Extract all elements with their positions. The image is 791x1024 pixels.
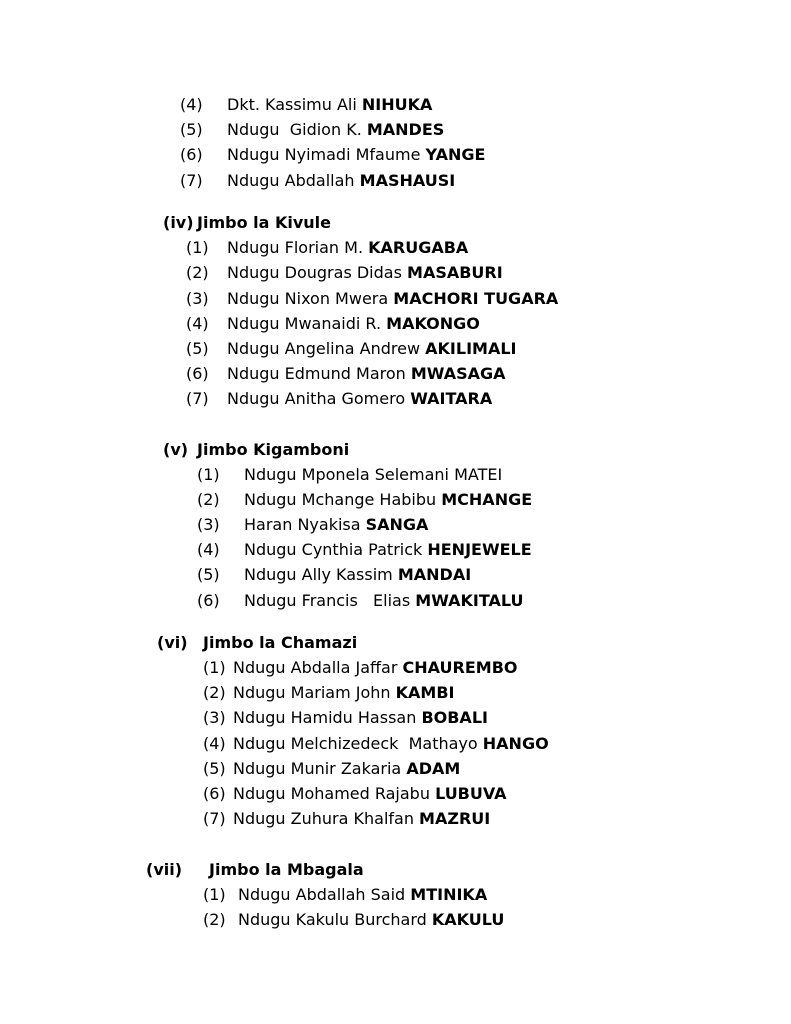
- item-number: (6): [197, 591, 220, 610]
- section-title: Jimbo la Mbagala: [209, 860, 364, 879]
- list-item: [244, 515, 428, 535]
- list-item: [233, 683, 455, 703]
- surname: MAKONGO: [386, 314, 480, 333]
- section-roman: (vi): [157, 633, 188, 652]
- given-name: Ndugu Cynthia Patrick: [244, 540, 428, 559]
- item-number: (5): [203, 759, 226, 778]
- given-name: Ndugu Ally Kassim: [244, 565, 398, 584]
- section-roman: (v): [163, 440, 189, 459]
- item-number: (1): [203, 658, 226, 677]
- list-item: [244, 490, 532, 510]
- item-number: (5): [186, 339, 209, 358]
- surname: MAZRUI: [419, 809, 491, 828]
- item-number: (7): [186, 389, 209, 408]
- surname: AKILIMALI: [425, 339, 517, 358]
- item-number: (5): [197, 565, 220, 584]
- given-name: Ndugu Edmund Maron: [227, 364, 411, 383]
- given-name: Ndugu Mchange Habibu: [244, 490, 442, 509]
- given-name: Ndugu Mariam John: [233, 683, 396, 702]
- surname: MANDAI: [397, 565, 472, 584]
- given-name: Ndugu Francis Elias: [244, 591, 416, 610]
- given-name: Ndugu Angelina Andrew: [227, 339, 426, 358]
- list-item: [238, 910, 504, 930]
- surname: BOBALI: [421, 708, 488, 727]
- given-name: Ndugu Mwanaidi R.: [227, 314, 387, 333]
- list-item: [227, 314, 480, 334]
- given-name: Ndugu Dougras Didas: [227, 263, 408, 282]
- item-number: (4): [203, 734, 226, 753]
- list-item: [227, 364, 506, 384]
- item-number: (1): [186, 238, 209, 257]
- given-name: Ndugu Anitha Gomero: [227, 389, 411, 408]
- list-item: [227, 95, 432, 115]
- given-name: Ndugu Gidion K.: [227, 120, 367, 139]
- surname: MASHAUSI: [359, 171, 456, 190]
- surname: ADAM: [406, 759, 461, 778]
- surname: SANGA: [365, 515, 429, 534]
- surname: NIHUKA: [361, 95, 433, 114]
- item-number: (2): [197, 490, 220, 509]
- list-item: [244, 591, 524, 611]
- list-item: [244, 465, 502, 485]
- surname: CHAUREMBO: [402, 658, 518, 677]
- surname: MTINIKA: [410, 885, 488, 904]
- list-item: [227, 263, 503, 283]
- list-item: [233, 734, 549, 754]
- item-number: (4): [197, 540, 220, 559]
- given-name: Ndugu Hamidu Hassan: [233, 708, 422, 727]
- list-item: [227, 171, 455, 191]
- list-item: [233, 759, 460, 779]
- list-item: [227, 389, 492, 409]
- given-name: Ndugu Nixon Mwera: [227, 289, 394, 308]
- given-name: Ndugu Abdalla Jaffar: [233, 658, 403, 677]
- given-name: Ndugu Nyimadi Mfaume: [227, 145, 426, 164]
- surname: LUBUVA: [435, 784, 507, 803]
- section-title: Jimbo la Chamazi: [203, 633, 358, 652]
- item-number: (2): [203, 910, 226, 929]
- given-name: Ndugu Kakulu Burchard: [238, 910, 432, 929]
- item-number: (2): [186, 263, 209, 282]
- list-item: [244, 540, 532, 560]
- item-number: (4): [186, 314, 209, 333]
- item-number: (2): [203, 683, 226, 702]
- item-number: (1): [197, 465, 220, 484]
- list-item: [227, 289, 558, 309]
- section-roman: (iv): [163, 213, 194, 232]
- list-item: [233, 809, 490, 829]
- surname: MWAKITALU: [415, 591, 524, 610]
- item-number: (7): [180, 171, 203, 190]
- item-number: (1): [203, 885, 226, 904]
- item-number: (5): [180, 120, 203, 139]
- item-number: (6): [203, 784, 226, 803]
- item-number: (4): [180, 95, 203, 114]
- given-name: Ndugu Zuhura Khalfan: [233, 809, 420, 828]
- list-item: [227, 120, 444, 140]
- item-number: (3): [186, 289, 209, 308]
- surname: MWASAGA: [410, 364, 506, 383]
- given-name: Dkt. Kassimu Ali: [227, 95, 362, 114]
- section-title: Jimbo la Kivule: [197, 213, 332, 232]
- item-number: (6): [186, 364, 209, 383]
- given-name: Haran Nyakisa: [244, 515, 366, 534]
- surname: MCHANGE: [441, 490, 533, 509]
- list-item: [233, 658, 518, 678]
- given-name: Ndugu Abdallah: [227, 171, 360, 190]
- surname: KAMBI: [395, 683, 455, 702]
- given-name: Ndugu Abdallah Said: [238, 885, 411, 904]
- item-number: (6): [180, 145, 203, 164]
- list-item: [238, 885, 487, 905]
- surname: HANGO: [482, 734, 549, 753]
- surname: MACHORI TUGARA: [393, 289, 559, 308]
- surname: KARUGABA: [368, 238, 469, 257]
- surname: WAITARA: [410, 389, 493, 408]
- list-item: [244, 565, 471, 585]
- section-roman: (vii): [146, 860, 183, 879]
- item-number: (7): [203, 809, 226, 828]
- surname: KAKULU: [431, 910, 505, 929]
- given-name: Ndugu Mponela Selemani MATEI: [244, 465, 503, 484]
- list-item: [227, 145, 485, 165]
- list-item: [233, 708, 488, 728]
- given-name: Ndugu Florian M.: [227, 238, 369, 257]
- item-number: (3): [203, 708, 226, 727]
- list-item: [227, 238, 468, 258]
- item-number: (3): [197, 515, 220, 534]
- list-item: [227, 339, 516, 359]
- given-name: Ndugu Munir Zakaria: [233, 759, 407, 778]
- list-item: [233, 784, 507, 804]
- given-name: Ndugu Melchizedeck Mathayo: [233, 734, 483, 753]
- surname: YANGE: [425, 145, 486, 164]
- surname: MANDES: [366, 120, 445, 139]
- surname: MASABURI: [407, 263, 503, 282]
- section-title: Jimbo Kigamboni: [197, 440, 350, 459]
- given-name: Ndugu Mohamed Rajabu: [233, 784, 436, 803]
- surname: HENJEWELE: [427, 540, 532, 559]
